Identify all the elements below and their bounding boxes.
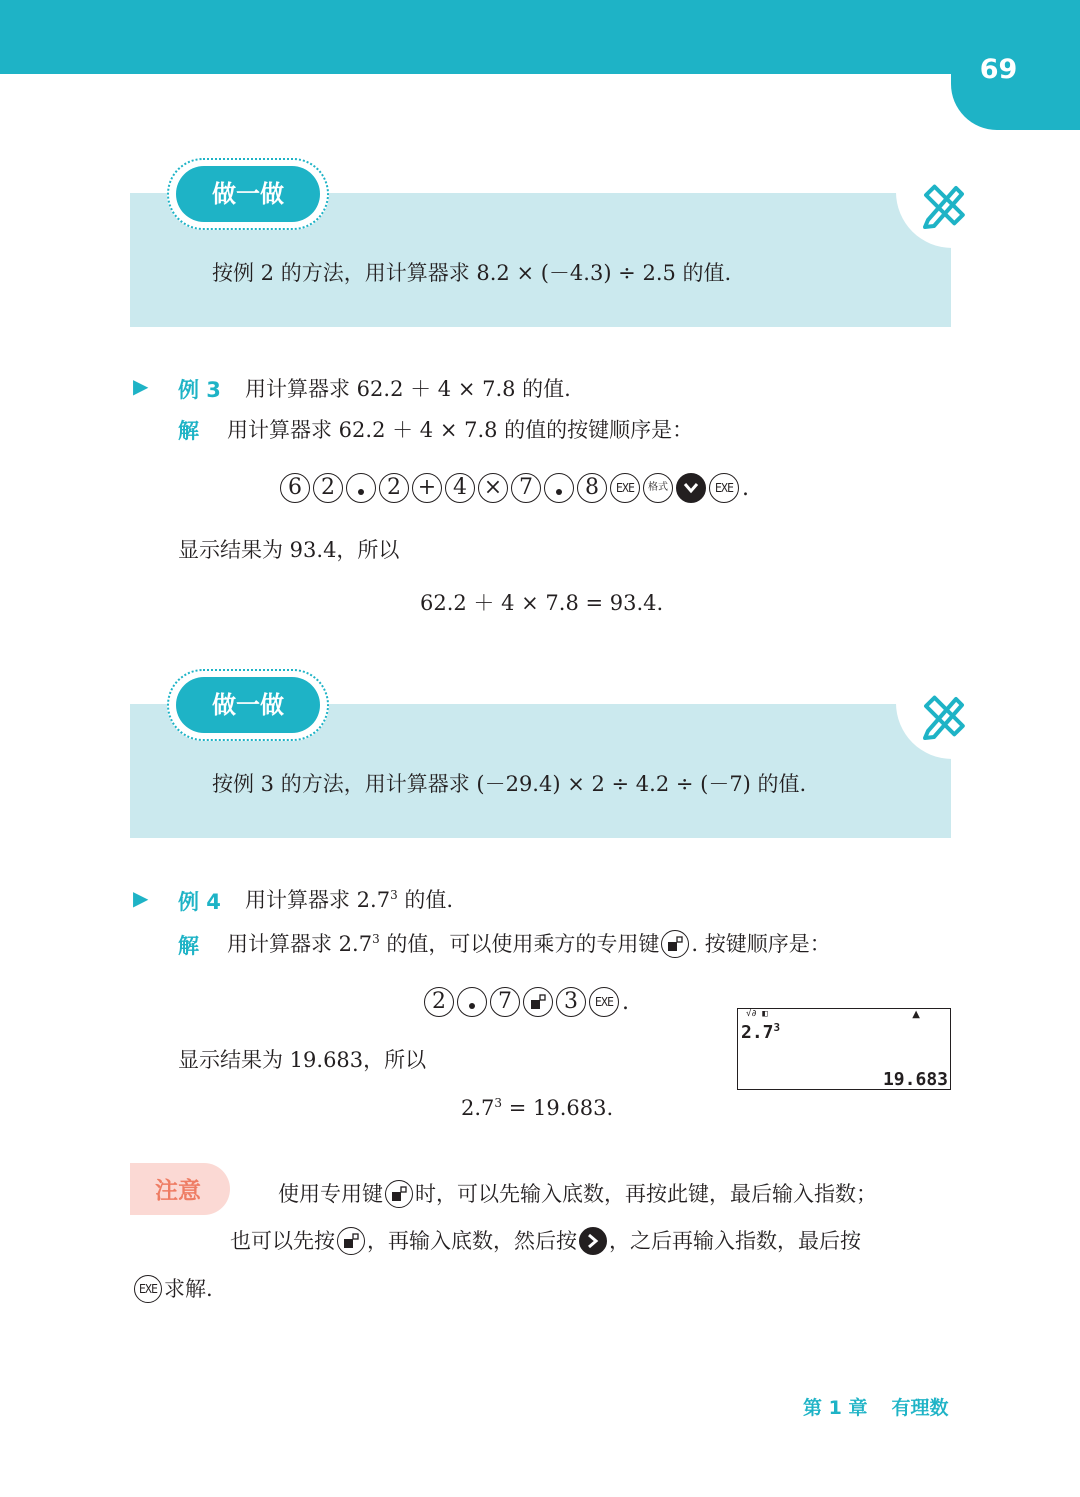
key-7: 7 [490, 987, 520, 1017]
key-2: 2 [424, 987, 454, 1017]
page-number: 69 [979, 54, 1018, 85]
key-6: 6 [280, 473, 310, 503]
key-4: 4 [445, 473, 475, 503]
example-4-question: 用计算器求 $2.7^3$ 的值. [245, 888, 454, 912]
note-line-3: EXE 求解. [132, 1273, 213, 1305]
activity-badge-label: 做一做 [176, 677, 320, 733]
example-3-equation: 62.2 ＋ 4 × 7.8 = 93.4. [420, 591, 664, 615]
example-4-equation: $2.7^3 = 19.683$. [461, 1096, 614, 1120]
header-band [0, 0, 1080, 74]
display-indicator: ▲ [912, 1009, 920, 1020]
display-result: 19.683 [882, 1069, 948, 1090]
key-decimal [544, 473, 574, 503]
example-3-solution-label: 解 [178, 419, 199, 443]
key-3: 3 [556, 987, 586, 1017]
key-power-icon [385, 1180, 413, 1208]
ruler-pencil-icon [916, 689, 970, 743]
example-3-key-sequence [280, 473, 749, 503]
display-input: $2.7^3$ [741, 1021, 781, 1043]
key-exe: EXE [589, 987, 619, 1017]
key-8: 8 [577, 473, 607, 503]
activity-badge-2 [167, 669, 329, 741]
key-down-icon [676, 473, 706, 503]
activity-badge-1 [167, 158, 329, 230]
key-decimal [346, 473, 376, 503]
key-plus: + [412, 473, 442, 503]
example-3-arrow-icon: ▶ [133, 374, 149, 398]
key-2: 2 [313, 473, 343, 503]
key-2: 2 [379, 473, 409, 503]
calculator-display [737, 1008, 951, 1090]
key-7: 7 [511, 473, 541, 503]
key-power-icon [661, 930, 689, 958]
key-format: 格式 [643, 473, 673, 503]
sequence-period: . [622, 989, 629, 1015]
key-exe: EXE [610, 473, 640, 503]
example-4-label: 例 4 [178, 890, 221, 914]
example-3-result-line: 显示结果为 93.4，所以 [178, 538, 400, 562]
example-4-key-sequence [424, 987, 629, 1017]
note-line-1: 使用专用键 时，可以先输入底数，再按此键，最后输入指数； [278, 1178, 877, 1210]
ruler-pencil-icon [916, 178, 970, 232]
key-right-icon [579, 1227, 607, 1255]
key-decimal [457, 987, 487, 1017]
example-4-solution-label: 解 [178, 934, 199, 958]
activity-badge-label: 做一做 [176, 166, 320, 222]
example-3-question: 用计算器求 62.2 ＋ 4 × 7.8 的值. [245, 377, 571, 401]
key-power-icon [337, 1227, 365, 1255]
footer-chapter-title: 有理数 [891, 1397, 949, 1419]
note-label: 注意 [155, 1178, 201, 1204]
example-3-solution: 用计算器求 62.2 ＋ 4 × 7.8 的值的按键顺序是： [227, 418, 694, 442]
footer-chapter [803, 1393, 948, 1420]
activity-2-text: 按例 3 的方法，用计算器求 (－29.4) × 2 ÷ 4.2 ÷ (－7) 的值. [212, 772, 807, 796]
footer-chapter-number: 第 1 章 [803, 1397, 868, 1419]
activity-1-text: 按例 2 的方法，用计算器求 8.2 × (－4.3) ÷ 2.5 的值. [212, 261, 732, 285]
key-multiply: × [478, 473, 508, 503]
note-line-2: 也可以先按 ，再输入底数，然后按 ，之后再输入指数，最后按 [230, 1225, 861, 1257]
example-3-label: 例 3 [178, 378, 221, 402]
sequence-period: . [742, 475, 749, 501]
example-4-arrow-icon: ▶ [133, 886, 149, 910]
example-4-solution: 用计算器求 $2.7^3$ 的值，可以使用乘方的专用键 . 按键顺序是： [227, 928, 831, 960]
key-exe: EXE [134, 1275, 162, 1303]
display-status: √∂ ◧ [746, 1009, 768, 1019]
key-power-icon [523, 987, 553, 1017]
key-exe: EXE [709, 473, 739, 503]
example-4-result-line: 显示结果为 19.683，所以 [178, 1048, 427, 1072]
